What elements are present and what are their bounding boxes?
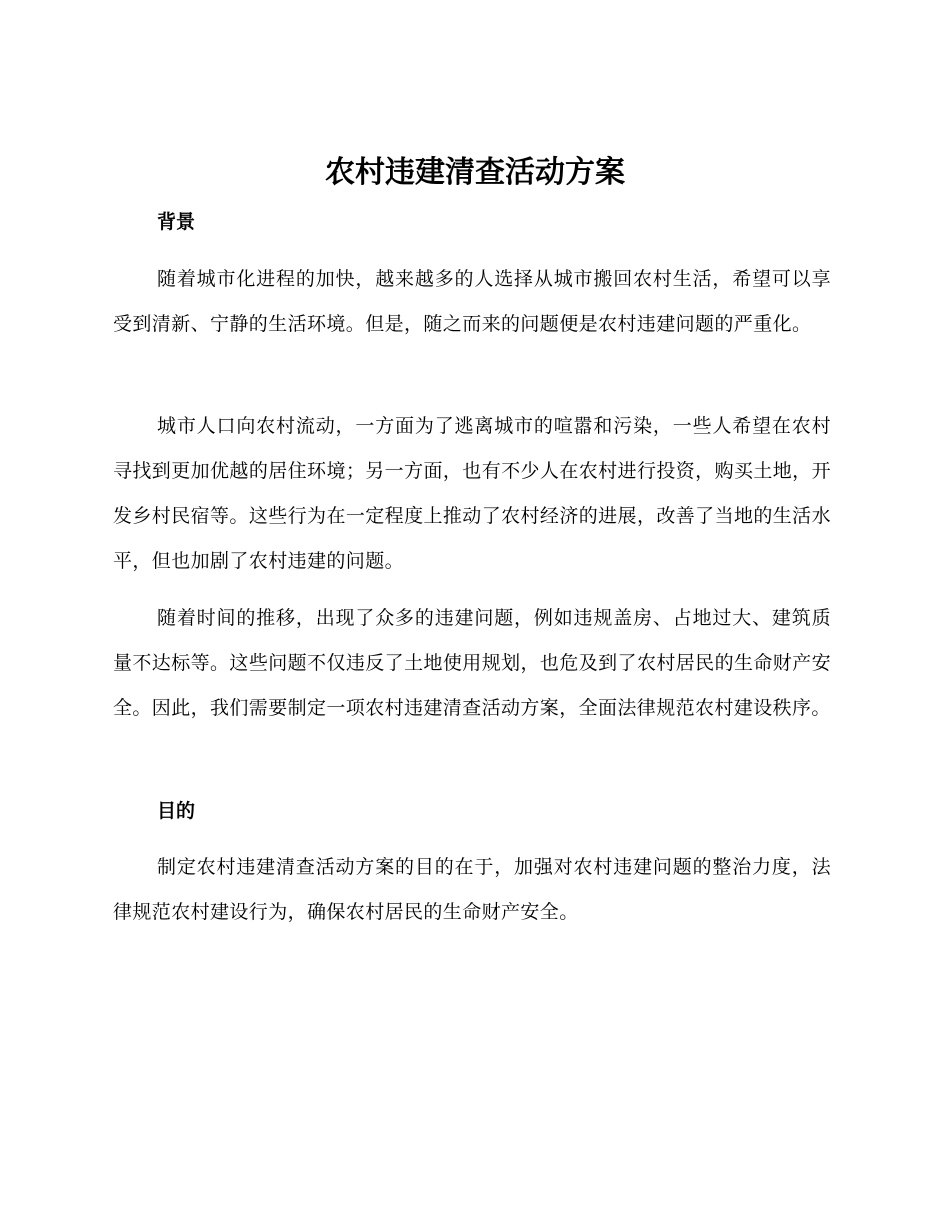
paragraph: 随着时间的推移，出现了众多的违建问题，例如违规盖房、占地过大、建筑质量不达标等。这些问题不仅违反了土地使用规划，也危及到了农村居民的生命财产安全。因此，我们需要制定一项农村违建清查活动方案，全面法律规范农村建设秩序。 <box>113 607 831 719</box>
paragraph: 随着城市化进程的加快，越来越多的人选择从城市搬回农村生活，希望可以享受到清新、宁静的生活环境。但是，随之而来的问题便是农村违建问题的严重化。 <box>113 268 831 335</box>
document-title: 农村违建清查活动方案 <box>325 155 625 190</box>
paragraph: 城市人口向农村流动，一方面为了逃离城市的喧嚣和污染，一些人希望在农村寻找到更加优越的居住环境；另一方面，也有不少人在农村进行投资，购买土地，开发乡村民宿等。这些行为在一定程度上推动了农村经济的进展，改善了当地的生活水平，但也加剧了农村违建的问题。 <box>113 415 831 572</box>
section-heading-background: 背景 <box>157 211 196 233</box>
section-heading-purpose: 目的 <box>157 800 196 822</box>
paragraph: 制定农村违建清查活动方案的目的在于，加强对农村违建问题的整治力度，法律规范农村建设行为，确保农村居民的生命财产安全。 <box>113 856 831 923</box>
